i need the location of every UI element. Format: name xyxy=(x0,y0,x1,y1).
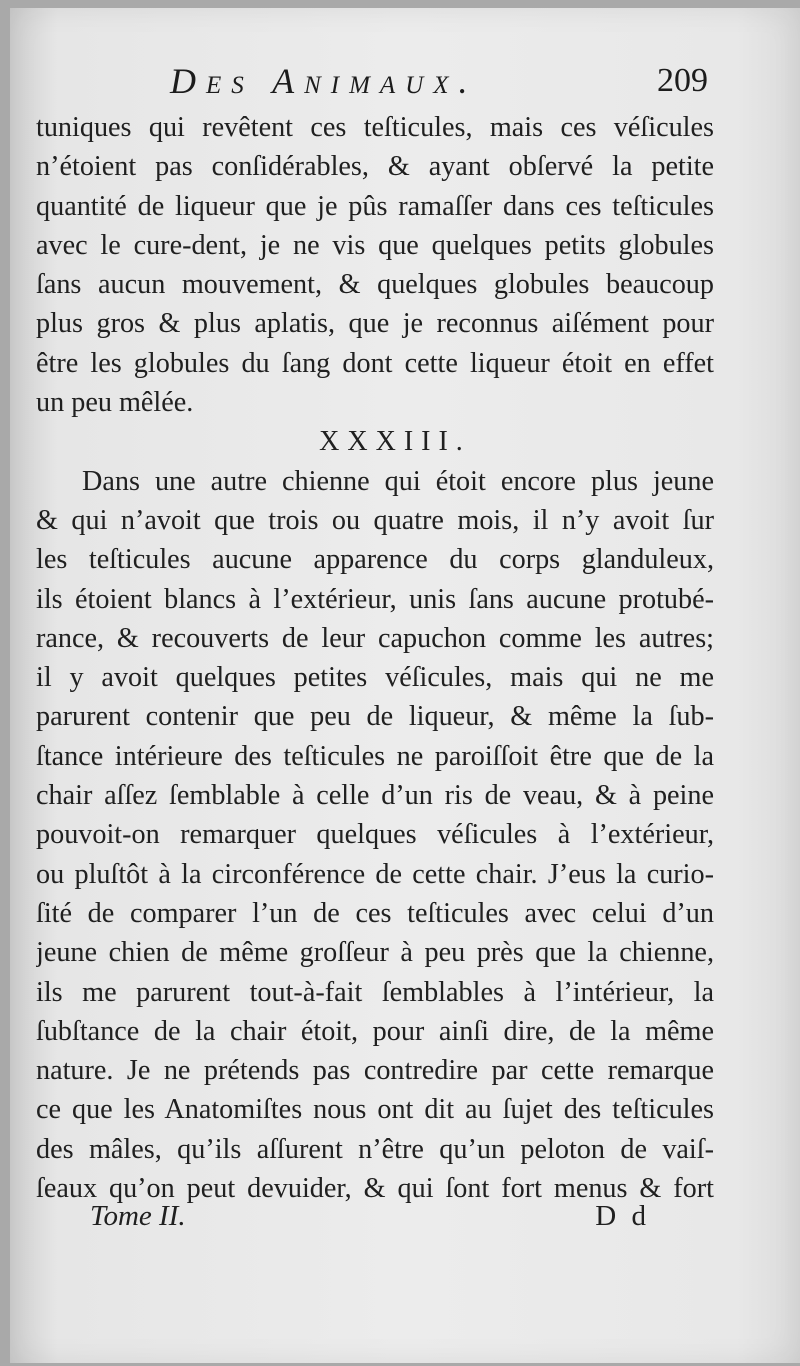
text-line: il y avoit quelques petites véſicules, mais qui ne me xyxy=(36,662,714,694)
running-title: Des Animaux. xyxy=(170,61,478,101)
text-line: chair aſſez ſemblable à celle d’un ris de veau, & à peine xyxy=(36,780,714,812)
text-line: ſeaux qu’on peut devuider, & qui ſont fort menus & fort xyxy=(36,1173,714,1205)
text-line: être les globules du ſang dont cette liqueur étoit en effet xyxy=(36,347,714,379)
text-line: pouvoit-on remarquer quelques véſicules à l’extérieur, xyxy=(36,819,714,851)
text-line: n’étoient pas conſidérables, & ayant obſervé la petite xyxy=(36,151,714,183)
text-line: quantité de liqueur que je pûs ramaſſer dans ces teſticules xyxy=(36,190,714,222)
text-line: ils étoient blancs à l’extérieur, unis ſans aucune protubé- xyxy=(36,583,714,615)
text-line: un peu mêlée. xyxy=(36,387,194,419)
text-line: ce que les Anatomiſtes nous ont dit au ſujet des teſticules xyxy=(36,1094,714,1126)
paragraph-first-line: Dans une autre chienne qui étoit encore plus jeune xyxy=(82,465,714,497)
text-line: nature. Je ne prétends pas contredire par cette remarque xyxy=(36,1055,714,1087)
signature-mark: D d xyxy=(595,1200,650,1232)
page-header xyxy=(10,60,800,108)
volume-label: Tome II. xyxy=(90,1200,186,1232)
text-line: ſubſtance de la chair étoit, pour ainſi dire, de la même xyxy=(36,1015,714,1047)
text-line: plus gros & plus aplatis, que je reconnus aiſément pour xyxy=(36,308,714,340)
text-line: ou pluſtôt à la circonférence de cette chair. J’eus la curio- xyxy=(36,858,714,890)
text-line: parurent contenir que peu de liqueur, & même la ſub- xyxy=(36,701,714,733)
section-heading: XXXIII. xyxy=(319,426,471,458)
text-line: les teſticules aucune apparence du corps glanduleux, xyxy=(36,544,714,576)
text-line: ils me parurent tout-à-fait ſemblables à l’intérieur, la xyxy=(36,976,714,1008)
text-line: ſans aucun mouvement, & quelques globules beaucoup xyxy=(36,269,714,301)
text-line: & qui n’avoit que trois ou quatre mois, il n’y avoit ſur xyxy=(36,504,714,536)
text-line: avec le cure-dent, je ne vis que quelques petits globules xyxy=(36,229,714,261)
body-text xyxy=(36,108,714,1208)
page-number: 209 xyxy=(657,62,708,99)
text-line: ſtance intérieure des teſticules ne paroiſſoit être que de la xyxy=(36,740,714,772)
text-line: tuniques qui revêtent ces teſticules, mais ces véſicules xyxy=(36,112,714,143)
text-line: rance, & recouverts de leur capuchon comme les autres; xyxy=(36,622,714,654)
book-page xyxy=(10,8,800,1363)
page-footer xyxy=(90,1200,650,1240)
text-line: jeune chien de même groſſeur à peu près que la chienne, xyxy=(36,937,714,969)
text-line: ſité de comparer l’un de ces teſticules avec celui d’un xyxy=(36,897,714,929)
text-line: des mâles, qu’ils aſſurent n’être qu’un peloton de vaiſ- xyxy=(36,1133,714,1165)
